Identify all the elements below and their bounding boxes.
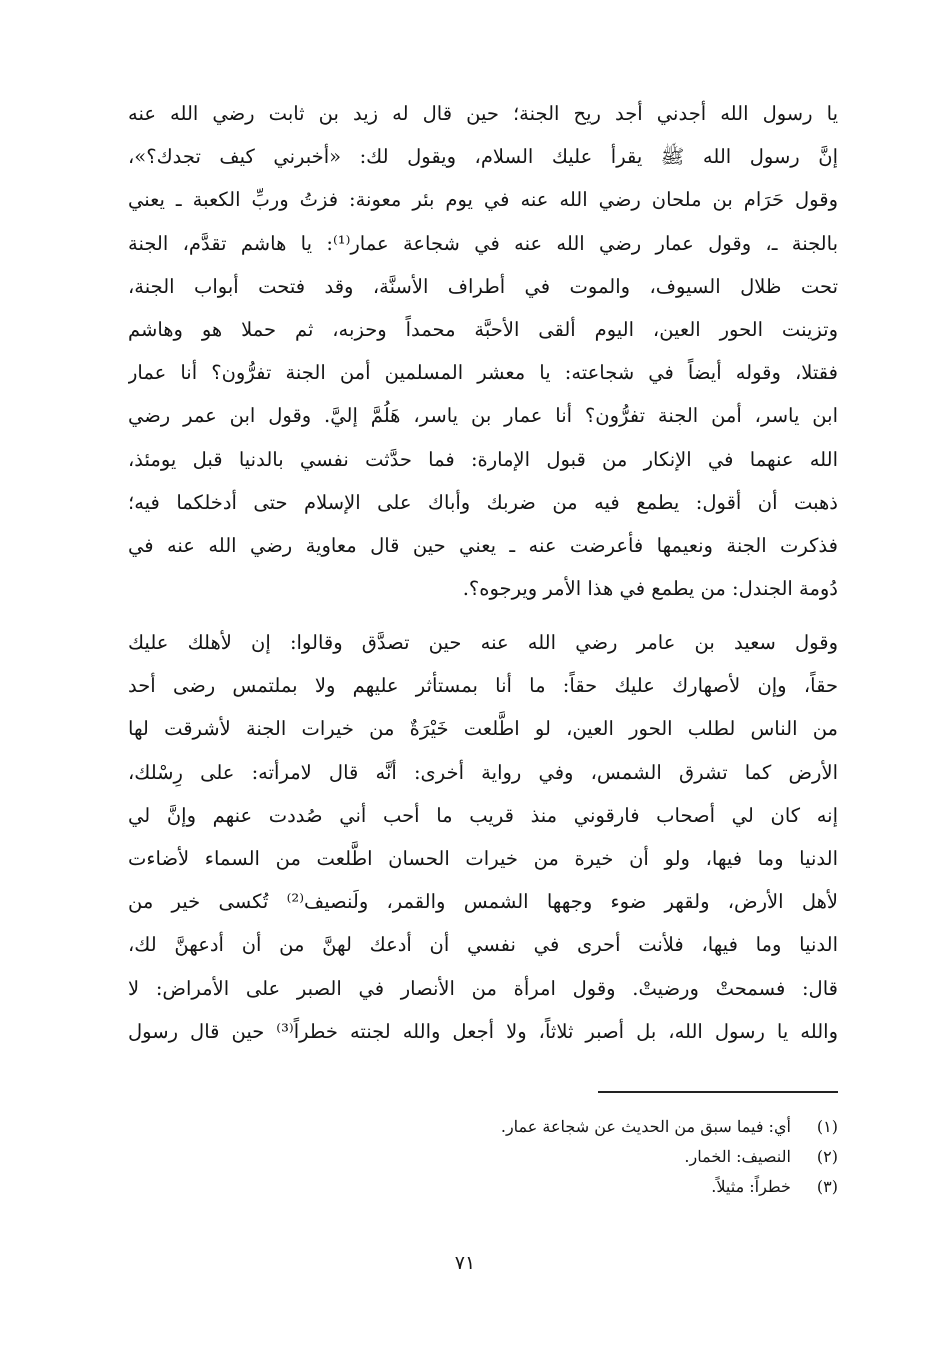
footnote-1 xyxy=(300,1112,838,1142)
text-line: ابن ياسر، أمن الجنة تفرُّون؟ أنا عمار بن ياسر، هَلُمَّ إليَّ. وقول ابن عمر رضي xyxy=(128,404,838,428)
text-line: فذكرت الجنة ونعيمها فأعرضت عنه ـ يعني حين قال معاوية رضي الله عنه في xyxy=(128,533,838,557)
footnote-text: خطراً: مثيلاً. xyxy=(711,1177,791,1196)
text-line: الدنيا وما فيها، ولو أن خيرة من خيرات الحسان اطَّلعت من السماء لأضاءت xyxy=(128,846,838,870)
footnote-number: (١) xyxy=(816,1117,838,1136)
text-line: من الناس لطلب الحور العين، لو اطَّلعت خَيْرَةٌ من خيرات الجنة لأشرقت لها xyxy=(128,717,838,741)
footnote-number: (٢) xyxy=(816,1147,838,1166)
paragraph-2 xyxy=(128,621,838,1053)
footnote-text: النصيف: الخمار. xyxy=(684,1147,791,1166)
footnotes xyxy=(300,1112,838,1202)
text-line: وتزينت الحور العين، اليوم ألقى الأحبَّة محمداً وحزبه، ثم حملا هو وهاشم xyxy=(128,317,838,341)
text-line: حقاً، وإن لأصهارك عليك حقاً: ما أنا بمستأثر عليهم ولا بملتمس رضى أحد xyxy=(128,674,838,698)
footnote-3 xyxy=(300,1172,838,1202)
text-line: الله عنهما في الإنكار من قبول الإمارة: فما حدَّثت نفسي بالدنيا قبل يومئذ، xyxy=(128,447,838,471)
text-line: لأهل الأرض، ولقهر ضوء وجهها الشمس والقمر، ولَنصيف⁽²⁾ تُكسى خير من xyxy=(128,890,838,914)
footnote-number: (٣) xyxy=(816,1177,838,1196)
text-line: قال: فسمحتْ ورضيتْ. وقول امرأة من الأنصار في الصبر على الأمراض: لا xyxy=(128,976,838,1000)
text-line: إنَّ رسول الله ﷺ يقرأ عليك السلام، ويقول لك: «أخبرني كيف تجدك؟»، xyxy=(128,145,838,169)
text-line: يا رسول الله أجدني أجد ريح الجنة؛ حين قال له زيد بن ثابت رضي الله عنه xyxy=(128,102,838,125)
footnote-separator xyxy=(598,1091,838,1093)
text-line: تحت ظلال السيوف، والموت في أطراف الأسنَّة، وقد فتحت أبواب الجنة، xyxy=(128,274,838,298)
footnote-2 xyxy=(300,1142,838,1172)
page-number: ٧١ xyxy=(454,1252,476,1274)
text-line: دُومة الجندل: من يطمع في هذا الأمر ويرجوه؟. xyxy=(462,577,838,601)
footnote-text: أي: فيما سبق من الحديث عن شجاعة عمار. xyxy=(500,1117,791,1136)
text-line: إنه كان لي أصحاب فارقوني منذ قريب ما أحب أني صُددت عنهم وإنَّ لي xyxy=(128,803,838,827)
text-line: الدنيا وما فيها، فلأنت أحرى في نفسي أن أدعك لهنَّ من أن أدعهنَّ لك، xyxy=(128,933,838,957)
text-line: الأرض كما تشرق الشمس، وفي رواية أخرى: أنَّه قال لامرأته: على رِسْلك، xyxy=(128,760,838,784)
text-line: بالجنة ـ، وقول عمار رضي الله عنه في شجاعة عمار⁽¹⁾: يا هاشم تقدَّم، الجنة xyxy=(128,231,838,255)
text-line: والله يا رسول الله، بل أصبر ثلاثاً، ولا أجعل والله لجنته خطراً⁽³⁾ حين قال رسول xyxy=(128,1019,838,1043)
text-line: فقتلا، وقوله أيضاً في شجاعته: يا معشر المسلمين أمن الجنة تفرُّون؟ أنا عمار xyxy=(128,361,838,385)
paragraph-1 xyxy=(128,92,838,610)
text-line: ذهبت أن أقول: يطمع فيه من ضربك وأباك على الإسلام حتى أدخلكما فيه؛ xyxy=(128,490,838,514)
text-line: وقول سعيد بن عامر رضي الله عنه حين تصدَّق وقالوا: إن لأهلك عليك xyxy=(128,631,838,654)
text-line: وقول حَرَام بن ملحان رضي الله عنه في يوم بئر معونة: فزتُ وربِّ الكعبة ـ يعني xyxy=(128,188,838,212)
